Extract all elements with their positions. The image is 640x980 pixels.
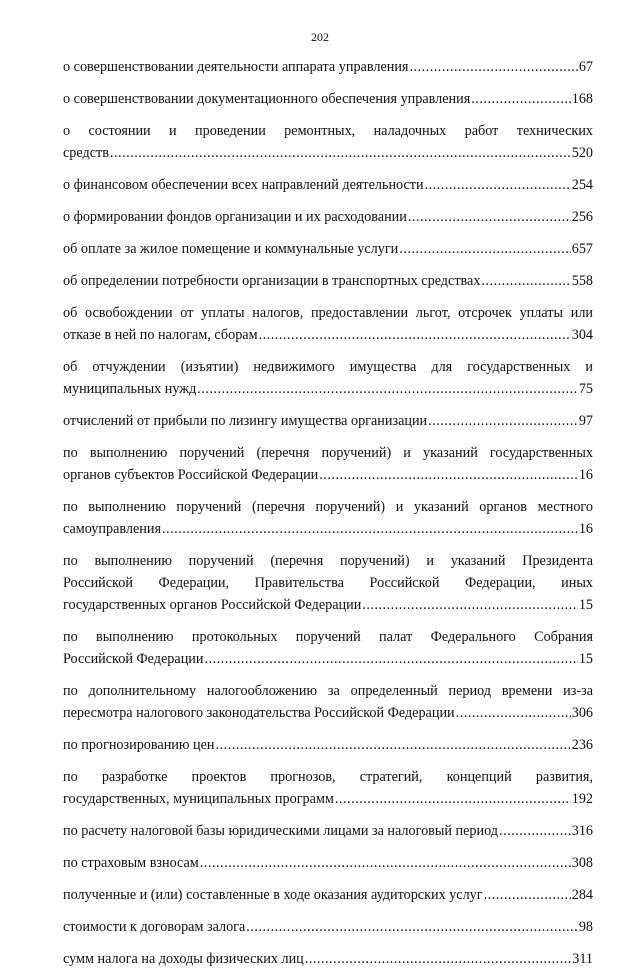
entry-last-line [63, 56, 593, 78]
entry-last-line [63, 948, 593, 970]
dot-leader [409, 56, 577, 78]
entry-page-number: 168 [571, 91, 593, 107]
index-entry [63, 948, 593, 970]
dot-leader [305, 948, 571, 970]
entry-last-line [63, 594, 593, 616]
dot-leader [259, 324, 571, 346]
index-entry [63, 916, 593, 938]
entry-last-line [63, 702, 593, 724]
index-entry [63, 766, 593, 810]
entry-page-number: 657 [571, 241, 593, 257]
entry-page-number: 311 [572, 951, 593, 967]
entry-text: об определении потребности организации в транспортных средствах [63, 273, 481, 289]
entry-page-number: 15 [578, 651, 593, 667]
index-entry [63, 56, 593, 78]
entry-text-line: об отчуждении (изъятии) недвижимого имущества для государственных и [63, 359, 593, 375]
entry-page-number: 16 [578, 467, 593, 483]
entry-text-line: о состоянии и проведении ремонтных, наладочных работ технических [63, 123, 593, 139]
index-entry [63, 442, 593, 486]
entry-text: о совершенствовании документационного обеспечения управления [63, 91, 471, 107]
entry-page-number: 192 [571, 791, 593, 807]
entry-last-line [63, 464, 593, 486]
entry-text: о формировании фондов организации и их расходовании [63, 209, 407, 225]
entry-last-line [63, 324, 593, 346]
entry-text: об оплате за жилое помещение и коммунальные услуги [63, 241, 399, 257]
index-entry [63, 820, 593, 842]
index-entry [63, 120, 593, 164]
dot-leader [162, 518, 578, 540]
entry-text: о финансовом обеспечении всех направлений деятельности [63, 177, 424, 193]
entry-last-line [63, 410, 593, 432]
entry-page-number: 316 [571, 823, 593, 839]
index-entry [63, 174, 593, 196]
entry-page-number: 304 [571, 327, 593, 343]
entry-last-line [63, 648, 593, 670]
entry-page-number: 284 [571, 887, 593, 903]
entry-last-line [63, 270, 593, 292]
entry-last-line [63, 378, 593, 400]
index-entry [63, 270, 593, 292]
index-entry [63, 206, 593, 228]
entry-text-line: Российской Федерации, Правительства Российской Федерации, иных [63, 575, 593, 591]
entry-text: полученные и (или) составленные в ходе оказания аудиторских услуг [63, 887, 483, 903]
entry-text: средств [63, 145, 109, 161]
index-entry [63, 734, 593, 756]
entry-page-number: 67 [578, 59, 593, 75]
entry-text-line: по выполнению поручений (перечня поручений) и указаний государственных [63, 445, 593, 461]
dot-leader [428, 410, 578, 432]
entry-page-number: 15 [578, 597, 593, 613]
entry-text-line: по дополнительному налогообложению за определенный период времени из-за [63, 683, 593, 699]
dot-leader [471, 88, 570, 110]
entry-text: самоуправления [63, 521, 161, 537]
index-entry [63, 852, 593, 874]
index-entry [63, 680, 593, 724]
dot-leader [481, 270, 570, 292]
index-entry [63, 88, 593, 110]
index-entry [63, 356, 593, 400]
entry-text: отчислений от прибыли по лизингу имущества организации [63, 413, 428, 429]
entry-text: государственных органов Российской Федерации [63, 597, 362, 613]
entry-text: пересмотра налогового законодательства Российской Федерации [63, 705, 455, 721]
entry-page-number: 75 [578, 381, 593, 397]
dot-leader [456, 702, 571, 724]
entry-text: по страховым взносам [63, 855, 199, 871]
dot-leader [425, 174, 571, 196]
entry-last-line [63, 916, 593, 938]
entry-page-number: 520 [571, 145, 593, 161]
dot-leader [216, 734, 571, 756]
entry-page-number: 97 [578, 413, 593, 429]
entry-page-number: 236 [571, 737, 593, 753]
entry-last-line [63, 518, 593, 540]
entry-text: Российской Федерации [63, 651, 204, 667]
entry-text: органов субъектов Российской Федерации [63, 467, 319, 483]
entry-page-number: 306 [571, 705, 593, 721]
dot-leader [335, 788, 571, 810]
entry-text: сумм налога на доходы физических лиц [63, 951, 304, 967]
dot-leader [204, 648, 577, 670]
entry-text: отказе в ней по налогам, сборам [63, 327, 258, 343]
index-entry [63, 626, 593, 670]
dot-leader [246, 916, 578, 938]
entry-last-line [63, 788, 593, 810]
dot-leader [484, 884, 571, 906]
entry-text: государственных, муниципальных программ [63, 791, 334, 807]
index-entries [63, 56, 593, 980]
entry-last-line [63, 852, 593, 874]
dot-leader [110, 142, 571, 164]
entry-page-number: 16 [578, 521, 593, 537]
entry-last-line [63, 142, 593, 164]
dot-leader [319, 464, 578, 486]
entry-last-line [63, 238, 593, 260]
entry-text-line: по выполнению протокольных поручений палат Федерального Собрания [63, 629, 593, 645]
index-entry [63, 410, 593, 432]
entry-last-line [63, 206, 593, 228]
entry-text-line: по выполнению поручений (перечня поручений) и указаний Президента [63, 553, 593, 569]
entry-page-number: 308 [571, 855, 593, 871]
entry-text: по прогнозированию цен [63, 737, 215, 753]
entry-page-number: 254 [571, 177, 593, 193]
index-entry [63, 496, 593, 540]
entry-text: о совершенствовании деятельности аппарата управления [63, 59, 409, 75]
entry-last-line [63, 884, 593, 906]
entry-page-number: 256 [571, 209, 593, 225]
entry-page-number: 98 [578, 919, 593, 935]
index-entry [63, 550, 593, 616]
dot-leader [408, 206, 571, 228]
entry-last-line [63, 734, 593, 756]
dot-leader [499, 820, 571, 842]
entry-text: муниципальных нужд [63, 381, 197, 397]
entry-last-line [63, 88, 593, 110]
entry-last-line [63, 820, 593, 842]
index-entry [63, 884, 593, 906]
dot-leader [362, 594, 578, 616]
dot-leader [197, 378, 578, 400]
dot-leader [200, 852, 571, 874]
entry-last-line [63, 174, 593, 196]
index-entry [63, 238, 593, 260]
entry-text-line: по разработке проектов прогнозов, стратегий, концепций развития, [63, 769, 593, 785]
entry-text: по расчету налоговой базы юридическими лицами за налоговый период [63, 823, 499, 839]
entry-text-line: об освобождении от уплаты налогов, предоставлении льгот, отсрочек уплаты или [63, 305, 593, 321]
index-entry [63, 302, 593, 346]
entry-text-line: по выполнению поручений (перечня поручений) и указаний органов местного [63, 499, 593, 515]
page-number: 202 [311, 30, 329, 44]
entry-text: стоимости к договорам залога [63, 919, 246, 935]
dot-leader [399, 238, 570, 260]
entry-page-number: 558 [571, 273, 593, 289]
